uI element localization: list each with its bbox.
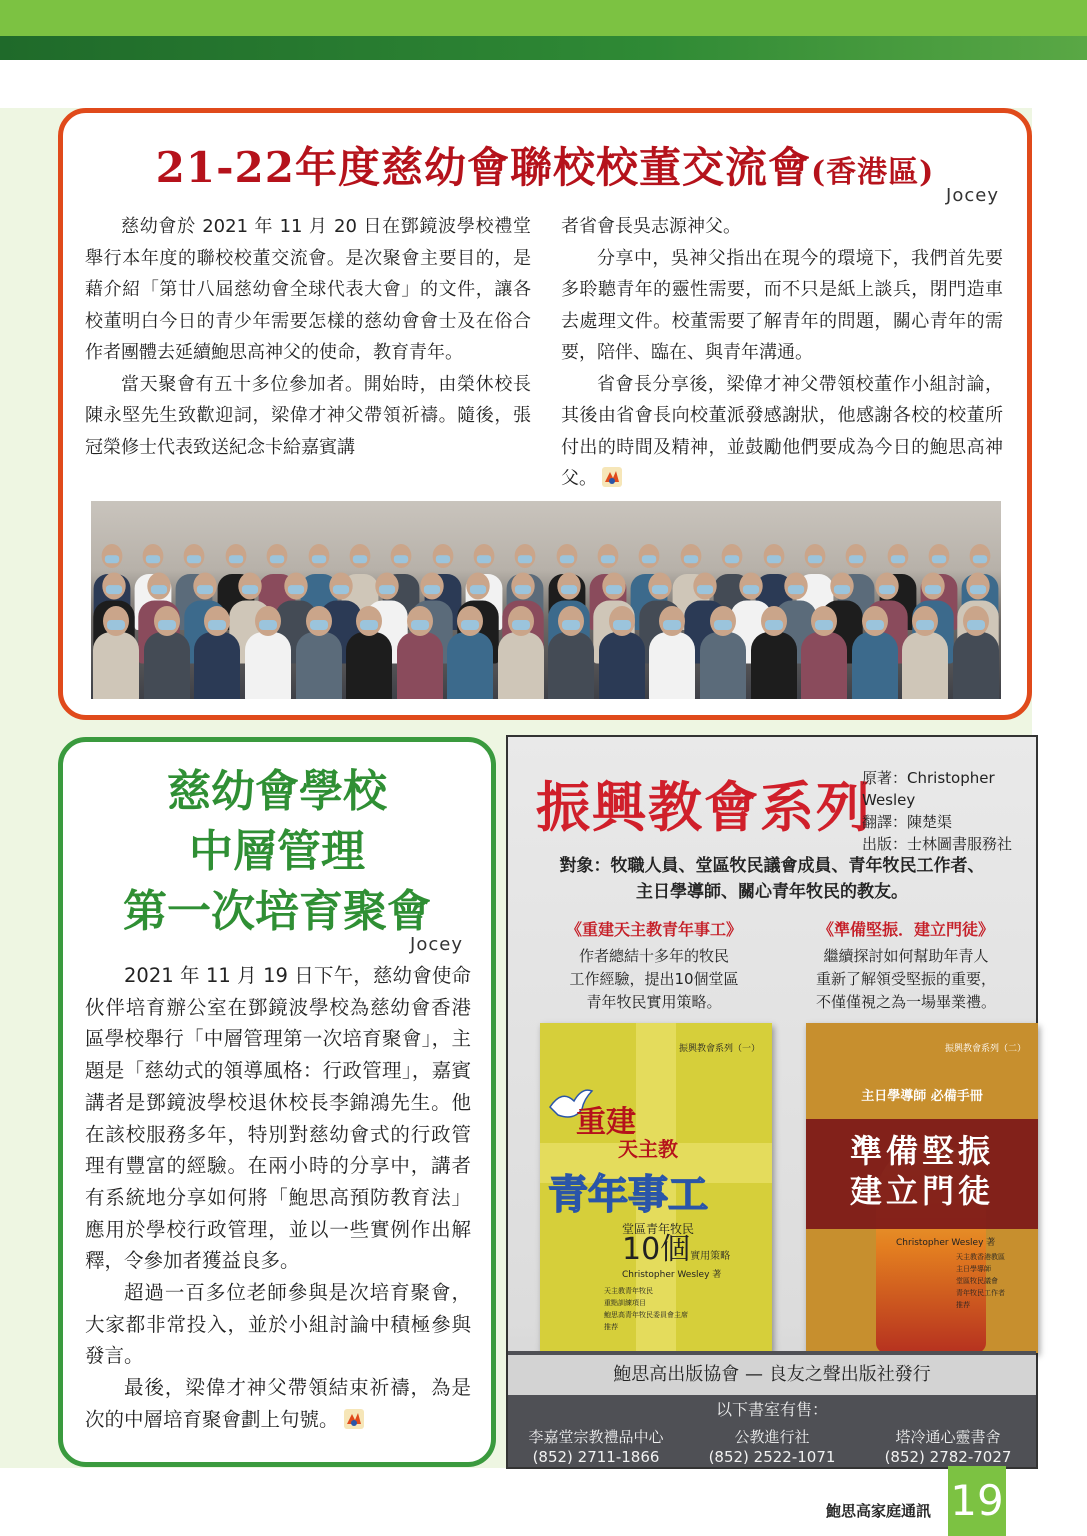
page-number: 19	[948, 1466, 1006, 1536]
photo-person-head	[557, 573, 580, 600]
shop-item	[684, 1427, 860, 1467]
photo-person-head	[184, 544, 205, 568]
photo-person-body	[194, 632, 240, 699]
shop-phone: (852) 2711-1866	[532, 1448, 660, 1466]
photo-person-mask	[932, 555, 946, 563]
photo-person-head	[515, 544, 536, 568]
book1-heading: 《重建天主教青年事工》	[565, 920, 742, 939]
book1-cover-list-item: 推荐	[604, 1323, 618, 1331]
photo-person-mask	[394, 555, 408, 563]
photo-person-mask	[424, 585, 440, 594]
photo-person-body	[498, 632, 544, 699]
photo-person-head	[761, 606, 787, 636]
photo-person-body	[93, 632, 139, 699]
article1-paragraph: 慈幼會於 2021 年 11 月 20 日在鄧鏡波學校禮堂舉行本年度的聯校校董交流會。是次聚會主要目的，是藉介紹「第廿八屆慈幼會全球代表大會」的文件，讓各校董明白今日的青少年需要怎樣的慈幼會會士及在俗合作者團體去延續鮑思高神父的使命，教育青年。	[85, 216, 531, 363]
photo-person-mask	[435, 555, 449, 563]
photo-person-mask	[187, 555, 201, 563]
advert-credit-line: 翻譯：陳楚渠	[862, 813, 953, 831]
photo-person-body	[144, 632, 190, 699]
book1-cover	[540, 1023, 772, 1353]
article1-last-paragraph-text: 省會長分享後，梁偉才神父帶領校董作小組討論，其後由省會長向校董派發感謝狀，他感謝各校的校董所付出的時間及精神，並鼓勵他們要成為今日的鮑思高神父。	[561, 373, 1003, 489]
photo-person-mask	[684, 555, 698, 563]
photo-person-head	[466, 573, 489, 600]
book2-cover	[806, 1023, 1038, 1353]
photo-person-mask	[714, 620, 732, 630]
shop-name: 公教進行社	[734, 1428, 810, 1446]
photo-person-head	[308, 544, 329, 568]
article1-byline: Jocey	[946, 185, 999, 206]
photo-person-mask	[106, 585, 122, 594]
article2-column	[85, 960, 471, 1436]
photo-person-mask	[866, 620, 884, 630]
advert-audience-line: 主日學導師、關心青年牧民的教友。	[636, 882, 908, 902]
photo-person-mask	[259, 620, 277, 630]
photo-person-mask	[310, 620, 328, 630]
advert-audience	[508, 853, 1036, 905]
photo-person-head	[739, 573, 762, 600]
photo-person-mask	[765, 620, 783, 630]
article2-paragraph	[85, 1372, 471, 1435]
photo-person-head	[887, 544, 908, 568]
photo-person-head	[225, 544, 246, 568]
photo-person-head	[204, 606, 230, 636]
photo-person-mask	[107, 620, 125, 630]
photo-person-mask	[925, 585, 941, 594]
photo-person-mask	[834, 585, 850, 594]
photo-person-body	[751, 632, 797, 699]
shop-phone: (852) 2782-7027	[884, 1448, 1012, 1466]
shop-item	[860, 1427, 1036, 1467]
book2-cover-list-item: 堂區牧民議會	[956, 1277, 998, 1285]
photo-person-head	[558, 606, 584, 636]
photo-person-body	[447, 632, 493, 699]
photo-person-mask	[353, 555, 367, 563]
salesian-emblem-icon	[601, 466, 623, 488]
photo-person-head	[680, 544, 701, 568]
article1-paragraph	[561, 369, 1003, 495]
article1-column-left	[85, 211, 531, 463]
photo-person-mask	[288, 585, 304, 594]
book-series-advert	[506, 735, 1038, 1469]
publication-name: 鮑思高家庭通訊	[826, 1502, 932, 1520]
book2-cover-title-line: 建立門徒	[849, 1172, 994, 1210]
book2-cover-list-item: 天主教香港教區	[956, 1253, 1005, 1261]
book2-desc-line: 不僅僅視之為一場畢業禮。	[815, 993, 996, 1011]
photo-person-mask	[890, 555, 904, 563]
photo-person-head	[284, 573, 307, 600]
photo-person-mask	[561, 585, 577, 594]
photo-person-mask	[970, 585, 986, 594]
photo-person-body	[245, 632, 291, 699]
photo-person-mask	[562, 620, 580, 630]
photo-person-head	[710, 606, 736, 636]
photo-person-mask	[333, 585, 349, 594]
book1-desc-line: 工作經驗，提出10個堂區	[569, 970, 739, 988]
article-middle-management-formation	[58, 737, 496, 1467]
photo-person-body	[548, 632, 594, 699]
book2-description	[786, 945, 1026, 1014]
book2-cover-title	[806, 1131, 1038, 1211]
book1-desc-line: 青年牧民實用策略。	[586, 993, 722, 1011]
photo-person-head	[474, 544, 495, 568]
book1-cover-series: 振興教會系列（一）	[678, 1044, 760, 1054]
photo-person-head	[391, 544, 412, 568]
photo-person-head	[648, 573, 671, 600]
photo-person-head	[154, 606, 180, 636]
photo-person-body	[599, 632, 645, 699]
book2-cover-series: 振興教會系列（二）	[944, 1044, 1026, 1054]
photo-person-mask	[642, 555, 656, 563]
photo-person-mask	[208, 620, 226, 630]
article2-paragraph: 2021 年 11 月 19 日下午，慈幼會使命伙伴培育辦公室在鄧鏡波學校為慈幼會香港區學校舉行「中層管理第一次培育聚會」，主題是「慈幼式的領導風格：行政管理」，嘉賓講者是鄧鏡波學校退休校長李錦鴻先生。他在該校服務多年，特別對慈幼會式的行政管理有豐富的經驗。在兩小時的分享中，講者有系統地分享如何將「鮑思高預防教育法」應用於學校行政管理，並以一些實例作出解釋，令參加者獲益良多。	[85, 964, 471, 1273]
book2-cover-list	[956, 1251, 1005, 1311]
photo-person-mask	[311, 555, 325, 563]
article2-last-paragraph-text: 最後，梁偉才神父帶領結束祈禱，為是次的中層培育聚會劃上句號。	[85, 1376, 471, 1431]
article1-paragraph: 分享中，吳神父指出在現今的環境下，我們首先要多聆聽青年的靈性需要，而不只是紙上談兵，閉門造車去處理文件。校董需要了解青年的問題，關心青年的需要，陪伴、臨在、與青年溝通。	[561, 247, 1003, 363]
advert-credit-line: 出版：士林圖書服務社	[862, 835, 1013, 853]
article1-column-right	[561, 211, 1003, 495]
photo-person-body	[852, 632, 898, 699]
top-green-band	[0, 0, 1087, 36]
book1-desc-line: 作者總結十多年的牧民	[578, 947, 729, 965]
photo-person-head	[921, 573, 944, 600]
photo-person-mask	[916, 620, 934, 630]
photo-person-mask	[766, 555, 780, 563]
book1-cover-title-main: 青年事工	[548, 1171, 708, 1218]
advert-sold-at: 以下書室有售：	[715, 1400, 828, 1419]
photo-person-mask	[815, 620, 833, 630]
book2-cover-top: 主日學導師 必備手冊	[861, 1089, 983, 1104]
book1-cover-list	[604, 1285, 688, 1333]
photo-person-mask	[788, 585, 804, 594]
photo-person-body	[953, 632, 999, 699]
article1-paragraph: 者省會長吳志源神父。	[561, 216, 741, 237]
photo-person-head	[929, 544, 950, 568]
photo-person-mask	[104, 555, 118, 563]
photo-person-head	[970, 544, 991, 568]
photo-person-mask	[697, 585, 713, 594]
book2-cover-author: Christopher Wesley 著	[896, 1238, 996, 1248]
photo-person-body	[801, 632, 847, 699]
photo-person-mask	[518, 555, 532, 563]
photo-person-head	[375, 573, 398, 600]
article2-title-line: 中層管理	[189, 826, 365, 877]
photo-person-mask	[601, 555, 615, 563]
photo-person-head	[143, 544, 164, 568]
photo-person-mask	[411, 620, 429, 630]
photo-person-head	[722, 544, 743, 568]
photo-person-mask	[477, 555, 491, 563]
book2-cover-title-line: 準備堅振	[849, 1132, 994, 1170]
book1-cover-list-item: 鮑思高青年牧民委員會主席	[604, 1311, 688, 1319]
photo-person-head	[609, 606, 635, 636]
book1-cover-subtitle: 堂區青年牧民	[622, 1222, 695, 1236]
photo-person-mask	[515, 585, 531, 594]
photo-person-body	[346, 632, 392, 699]
book1-cover-list-item: 重點訓練項目	[604, 1299, 646, 1307]
book1-cover-author: Christopher Wesley 著	[622, 1270, 722, 1280]
book2-cover-list-item: 青年牧民工作者	[956, 1289, 1005, 1297]
advert-credits	[862, 767, 1036, 855]
photo-person-head	[193, 573, 216, 600]
photo-person-head	[255, 606, 281, 636]
book1-cover-list-item: 天主教青年牧民	[604, 1287, 653, 1295]
article2-paragraph: 超過一百多位老師參與是次培育聚會，大家都非常投入，並於小組討論中積極參與發言。	[85, 1281, 471, 1368]
photo-person-head	[103, 606, 129, 636]
photo-person-mask	[146, 555, 160, 563]
photo-person-head	[659, 606, 685, 636]
top-dark-band	[0, 36, 1087, 60]
book2-heading: 《準備堅振．建立門徒》	[817, 920, 994, 939]
photo-person-mask	[849, 555, 863, 563]
photo-person-mask	[360, 620, 378, 630]
photo-person-mask	[379, 585, 395, 594]
photo-person-head	[912, 606, 938, 636]
photo-person-head	[830, 573, 853, 600]
book2-cover-list-item: 推荐	[956, 1301, 970, 1309]
group-photo	[91, 501, 1001, 699]
photo-person-mask	[559, 555, 573, 563]
photo-person-head	[508, 606, 534, 636]
photo-person-mask	[663, 620, 681, 630]
photo-person-head	[407, 606, 433, 636]
photo-person-head	[811, 606, 837, 636]
photo-person-mask	[270, 555, 284, 563]
article-school-managers-exchange	[58, 108, 1032, 720]
photo-person-body	[649, 632, 695, 699]
photo-person-head	[846, 544, 867, 568]
photo-person-mask	[879, 585, 895, 594]
photo-person-mask	[158, 620, 176, 630]
article1-title	[63, 135, 1027, 195]
photo-person-head	[862, 606, 888, 636]
photo-person-head	[349, 544, 370, 568]
advert-audience-line: 對象：牧職人員、堂區牧民議會成員、青年牧民工作者、	[559, 856, 985, 876]
article1-paragraph: 當天聚會有五十多位參加者。開始時，由榮休校長陳永堅先生致歡迎詞，梁偉才神父帶領祈禱。隨後，張冠榮修士代表致送紀念卡給嘉賓講	[85, 373, 531, 458]
photo-person-mask	[613, 620, 631, 630]
book2-cover-list-item: 主日學導師	[956, 1265, 991, 1273]
photo-person-head	[598, 544, 619, 568]
photo-person-head	[101, 544, 122, 568]
photo-person-mask	[461, 620, 479, 630]
book1-description	[534, 945, 774, 1014]
photo-person-mask	[512, 620, 530, 630]
photo-person-body	[902, 632, 948, 699]
photo-person-mask	[725, 555, 739, 563]
photo-person-head	[804, 544, 825, 568]
photo-person-head	[763, 544, 784, 568]
photo-person-head	[267, 544, 288, 568]
photo-person-head	[457, 606, 483, 636]
shop-name: 李嘉堂宗教禮品中心	[528, 1428, 664, 1446]
book1-cover-number-suffix: 實用策略	[690, 1251, 731, 1262]
photo-person-head	[306, 606, 332, 636]
photo-person-head	[356, 606, 382, 636]
photo-person-mask	[229, 555, 243, 563]
photo-person-mask	[242, 585, 258, 594]
book2-desc-line: 繼續探討如何幫助年青人	[823, 947, 989, 965]
shop-phone: (852) 2522-1071	[708, 1448, 836, 1466]
photo-person-mask	[652, 585, 668, 594]
photo-person-mask	[967, 620, 985, 630]
book1-cover-number-value: 10個	[622, 1232, 691, 1267]
photo-person-mask	[151, 585, 167, 594]
article1-title-suffix: (香港區)	[810, 155, 935, 190]
photo-person-mask	[808, 555, 822, 563]
advert-publisher: 鮑思高出版協會 — 良友之聲出版社發行	[508, 1355, 1036, 1395]
article2-title-line: 第一次培育聚會	[123, 886, 431, 937]
photo-person-body	[700, 632, 746, 699]
book1-cover-title-mid: 天主教	[618, 1137, 678, 1161]
photo-person-mask	[606, 585, 622, 594]
shop-item	[508, 1427, 684, 1467]
article2-title	[63, 762, 491, 942]
photo-person-mask	[743, 585, 759, 594]
photo-person-mask	[973, 555, 987, 563]
photo-person-head	[432, 544, 453, 568]
advert-credit-line: 原著：Christopher Wesley	[862, 769, 995, 809]
photo-person-head	[556, 544, 577, 568]
photo-person-body	[296, 632, 342, 699]
article2-title-line: 慈幼會學校	[167, 766, 387, 817]
book1-cover-title-big: 重建	[576, 1105, 636, 1140]
photo-person-mask	[197, 585, 213, 594]
article1-title-main: 21-22年度慈幼會聯校校董交流會	[155, 143, 811, 192]
photo-person-body	[397, 632, 443, 699]
advert-title: 振興教會系列	[536, 775, 872, 839]
shop-name: 塔冷通心靈書舍	[895, 1428, 1001, 1446]
article2-byline: Jocey	[410, 934, 463, 955]
photo-person-head	[963, 606, 989, 636]
photo-person-head	[639, 544, 660, 568]
photo-person-mask	[470, 585, 486, 594]
salesian-emblem-icon	[343, 1408, 365, 1430]
book2-desc-line: 重新了解領受堅振的重要，	[815, 970, 996, 988]
photo-person-head	[102, 573, 125, 600]
